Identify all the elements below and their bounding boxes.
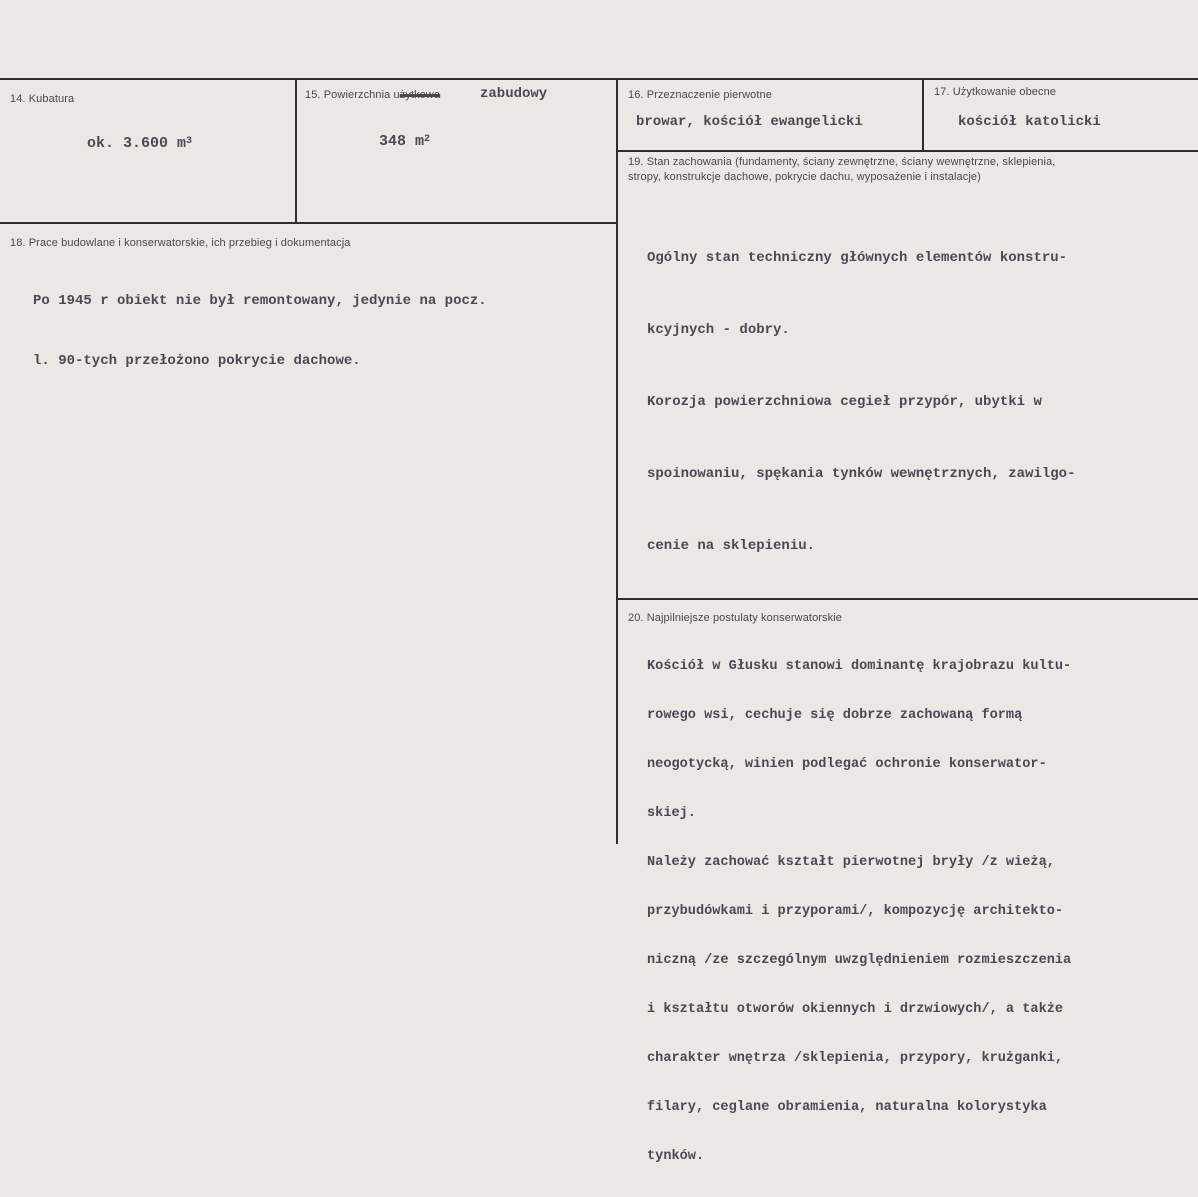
field-20-label: 20. Najpilniejsze postulaty konserwatorskie [628,612,843,624]
field-15-value [325,116,430,167]
text-line: neogotycką, winien podlegać ochronie konserwator- [647,757,1047,772]
rule-under-14-15 [0,222,617,224]
text-line: przybudówkami i przyporami/, kompozycję architekto- [647,904,1064,919]
center-divider [616,78,618,844]
field-16-value: browar, kościół ewangelicki [636,114,863,130]
field-14-value-sup: 3 [186,136,193,147]
text-line: cenie na sklepieniu. [647,538,816,554]
field-14-value-text: ok. 3.600 m [87,135,187,152]
field-16-label: 16. Przeznaczenie pierwotne [628,89,772,101]
text-line: i kształtu otworów okiennych i drzwiowych/, a także [647,1002,1064,1017]
field-15-value-sup: 2 [424,134,431,145]
field-18-label: 18. Prace budowlane i konserwatorskie, ich przebieg i dokumentacja [10,237,351,249]
field-15-label-text: 15. Powierzchnia u [305,89,400,101]
rule-under-16-17 [617,150,1198,152]
text-line: filary, ceglane obramienia, naturalna kolorystyka [647,1100,1047,1115]
field-14-label: 14. Kubatura [10,93,75,105]
text-line: charakter wnętrza /sklepienia, przypory, krużganki, [647,1051,1064,1066]
field-20-text [647,626,1071,1197]
text-line: l. 90-tych przełożono pokrycie dachowe. [33,352,361,369]
divider-14-15 [295,78,297,224]
field-15-value-text: 348 m [379,133,425,150]
field-19-label-line-1: 19. Stan zachowania (fundamenty, ściany zewnętrzne, ściany wewnętrzne, sklepienia, [628,156,1056,168]
text-line: Korozja powierzchniowa cegieł przypór, ubytki w [647,394,1042,410]
field-19-label-line-2: stropy, konstrukcje dachowe, pokrycie dachu, wyposażenie i instalacje) [628,171,981,183]
text-line: Ogólny stan techniczny głównych elementów konstru- [647,250,1068,266]
top-rule [0,78,1198,80]
text-line: tynków. [647,1149,705,1164]
text-line: Po 1945 r obiekt nie był remontowany, jedynie na pocz. [33,293,487,309]
text-line: niczną /ze szczególnym uwzględnieniem rozmieszczenia [647,953,1072,968]
field-14-value [33,118,192,169]
field-19-text [647,198,1075,606]
field-17-label: 17. Użytkowanie obecne [934,86,1057,98]
field-17-value: kościół katolicki [958,114,1101,130]
text-line: Należy zachować kształt pierwotnej bryły /z wieżą, [647,855,1055,870]
text-line: kcyjnych - dobry. [647,322,790,338]
text-line: Kościół w Głusku stanowi dominantę krajobrazu kultu- [647,659,1072,674]
field-18-text [33,259,487,404]
text-line: spoinowaniu, spękania tynków wewnętrznych, zawilgo- [647,466,1076,482]
text-line: rowego wsi, cechuje się dobrze zachowaną formą [647,708,1023,723]
field-15-struck-word: żytkowa [399,89,441,101]
divider-16-17 [922,78,924,152]
field-15-typed-label: zabudowy [480,86,548,102]
text-line: skiej. [647,806,696,821]
field-15-label [305,89,440,101]
